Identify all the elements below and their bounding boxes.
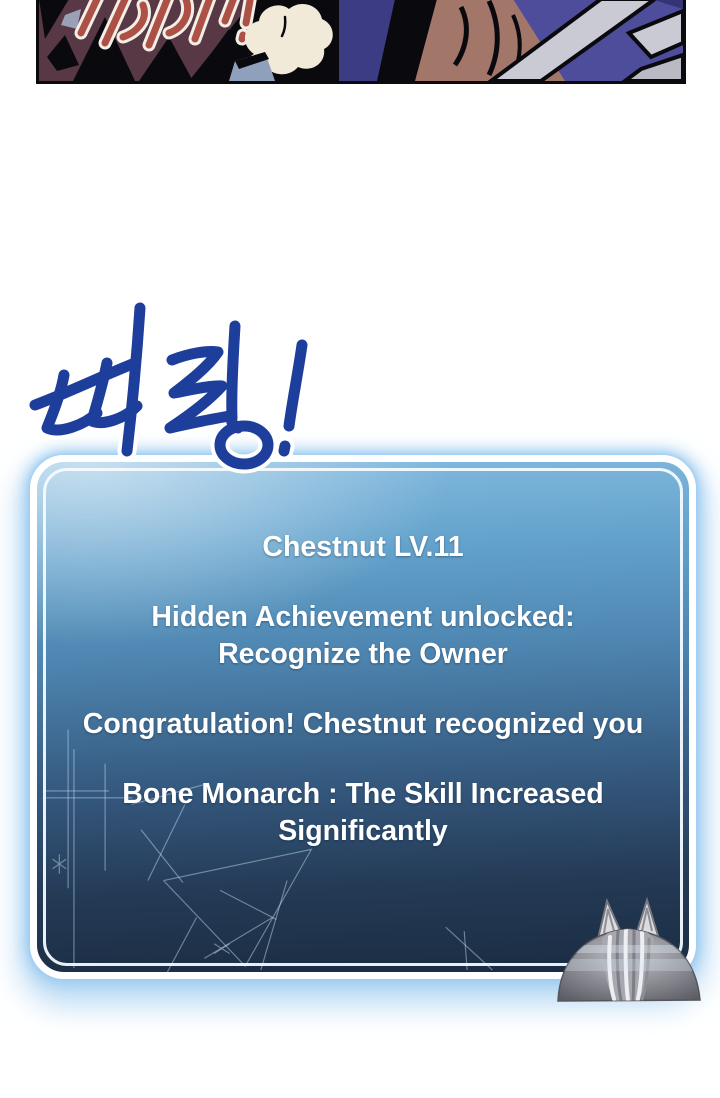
comic-panel [36, 0, 686, 84]
achievement-title-text: Hidden Achievement unlocked: [151, 601, 575, 633]
message-skill [37, 776, 689, 850]
skill-increase-text-2: Significantly [278, 815, 448, 847]
message-achievement [37, 599, 689, 673]
horse-head-icon [548, 893, 710, 1011]
message-congratulation [37, 706, 689, 743]
pet-level-text: Chestnut LV.11 [262, 531, 464, 563]
comic-panel-art [39, 0, 683, 81]
congratulation-text: Congratulation! Chestnut recognized you [82, 708, 644, 740]
sfx-ding-calligraphy [22, 298, 367, 478]
achievement-name-text: Recognize the Owner [218, 638, 508, 670]
skill-increase-text: Bone Monarch : The Skill Increased [122, 778, 604, 810]
message-line-level [37, 529, 689, 566]
